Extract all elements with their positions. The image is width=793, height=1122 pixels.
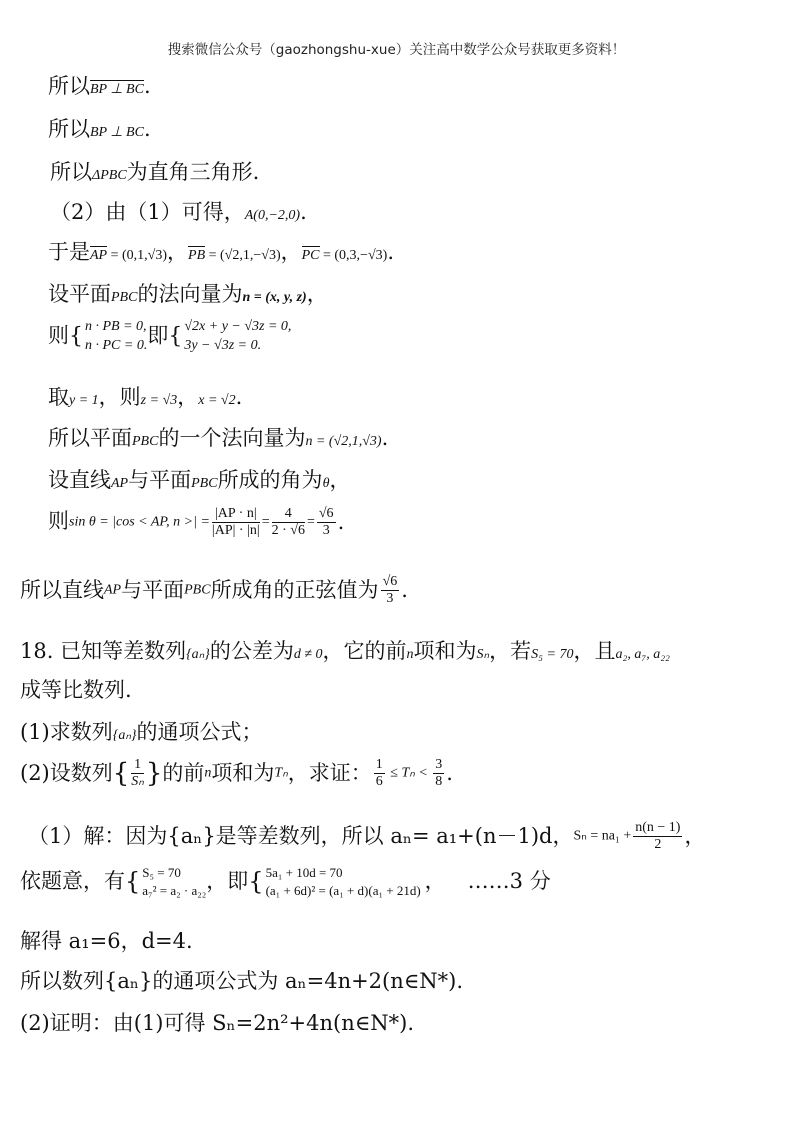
math: PBC [184,582,211,598]
text: 则 [48,323,69,348]
text: 的法向量为 [137,282,243,306]
line-normal-vector: 设平面PBC的法向量为n = (x, y, z)， [48,282,328,306]
line-right-triangle [50,162,259,183]
text: 设平面 [48,282,111,306]
math: BP ⊥ BC [90,125,144,140]
solution-step-3: 解得 a₁=6，d=4. [20,929,193,953]
text: 取 [48,385,69,409]
text: 于是 [48,240,90,264]
solution-step-4: 所以数列{aₙ}的通项公式为 aₙ=4n+2(n∈N*). [20,969,464,993]
fraction: $\frac{3}{8}$ [435,757,443,790]
math: x = √2 [198,393,236,408]
math: AP [111,476,129,491]
math: PBC [132,434,159,449]
math: n = (x, y, z) [242,290,307,305]
math: ΔPBC [92,168,127,183]
line-vectors: 于是AP = (0,1,√3)，PB = (√2,1,−√3)，PC = (0,3,−√3). [48,240,394,264]
text: 设直线 [48,468,111,492]
solution-step-5: (2)证明：由(1)可得 Sₙ=2n²+4n(n∈N*). [20,1011,415,1035]
text: 所以平面 [48,426,132,450]
question-18: 18. 已知等差数列{aₙ}的公差为d ≠ 0，它的前n项和为Sₙ，若S₅ = 70，且a₂, a₇, a₂₂ [20,639,670,663]
text: 所以直线 [20,578,104,603]
text: 所以 [48,117,90,141]
solution-step-2: 依题意，有{ S₅ = 70 a₇² = a₂ · a₂₂ ，即{ 5a₁ + 10d = 70 (a₁ + 6d)² = (a₁ + d)(a₁ + 21d) ， ……3 分 [20,865,551,898]
line-bp-perp-bc-vec: 所以BP ⊥ BC. [48,74,151,98]
solution-step-1: （1）解：因为{aₙ}是等差数列，所以 aₙ= a₁+(n－1)d，Sₙ = na₁ + $\frac{n(n - 1)}{2}$ ， [28,820,706,853]
line-take-y: 取y = 1，则z = √3，x = √2. [48,385,243,409]
line-conclusion: 所以直线AP与平面PBC所成角的正弦值为 $\frac{√6}{3}$ . [20,574,408,607]
text: （2）由（1）可得， [50,200,245,224]
math: = (0,3,−√3) [319,248,388,263]
math: z = √3 [140,393,178,408]
math: BP ⊥ BC [90,82,144,97]
text: 与平面 [128,468,192,492]
vec-pb: PB [188,248,206,263]
math: = (√2,1,−√3) [205,248,281,263]
math: θ [322,476,330,491]
math: A(0,−2,0) [244,208,301,223]
page-header: 搜索微信公众号（gaozhongshu-xue）关注高中数学公众号获取更多资料！ [167,42,626,58]
line-one-normal: 所以平面PBC的一个法向量为n = (√2,1,√3). [48,426,389,450]
line-bp-perp-bc: 所以BP ⊥ BC. [48,117,151,141]
text: 为直角三角形. [126,160,260,184]
vec-pc: PC [301,248,320,263]
system-1: n · PB = 0, n · PC = 0. [85,319,148,353]
text: 所以 [50,160,92,184]
system-2: √2x + y − √3z = 0, 3y − √3z = 0. [184,319,292,353]
fraction: $\frac{√6}{3}$ [382,574,398,607]
math: sin θ = |cos < AP, n >| = [69,514,210,530]
math: PBC [191,476,218,491]
vec-ap: AP [90,248,108,263]
system-4: 5a₁ + 10d = 70 (a₁ + 6d)² = (a₁ + d)(a₁ + 21d) [265,865,421,898]
text: 则 [48,509,69,534]
question-18-cont: 成等比数列. [20,678,132,702]
text: 所成角的正弦值为 [210,578,379,603]
question-18-part-1: (1)求数列{aₙ}的通项公式； [20,720,263,744]
math: y = 1 [69,393,99,408]
text: 所成的角为 [217,468,323,492]
fraction: $\frac{n(n - 1)}{2}$ [635,820,681,853]
fraction: $\frac{1}{\text{Sₙ}}$ [131,757,144,790]
line-sine: 则sin θ = |cos < AP, n >| = $\frac{|AP \cdot n|}{|AP| \cdot |n|}$ = $\frac{4}{2 \cdot √6}$ = $\frac{√6}{3}$ . [48,506,345,539]
fraction: $\frac{4}{2 \cdot √6}$ [271,506,305,539]
math: AP [104,582,122,598]
text: 与平面 [121,578,185,603]
system-3: S₅ = 70 a₇² = a₂ · a₂₂ [142,865,207,898]
text: 所以 [48,74,90,98]
fraction: $\frac{|AP \cdot n|}{|AP| \cdot |n|}$ [211,506,260,539]
question-18-part-2: (2)设数列{ $\frac{1}{\text{Sₙ}}$ }的前n项和为Tₙ，求证： $\frac{1}{6}$ ≤ Tₙ < $\frac{3}{8}$ . [20,757,453,790]
text: 的一个法向量为 [158,426,306,450]
line-point-a: （2）由（1）可得，A(0,−2,0). [50,200,307,224]
line-angle: 设直线AP与平面PBC所成的角为θ， [48,468,351,492]
fraction: $\frac{√6}{3}$ [318,506,334,539]
math: n = (√2,1,√3) [305,434,382,449]
text: 即 [147,323,169,348]
text: ，则 [98,385,141,409]
math: = (0,1,√3) [107,248,168,263]
fraction: $\frac{1}{6}$ [375,757,383,790]
math: PBC [111,290,138,305]
line-system: 则{ n · PB = 0, n · PC = 0. 即{ √2x + y − √3z = 0, 3y − √3z = 0. [48,318,291,356]
